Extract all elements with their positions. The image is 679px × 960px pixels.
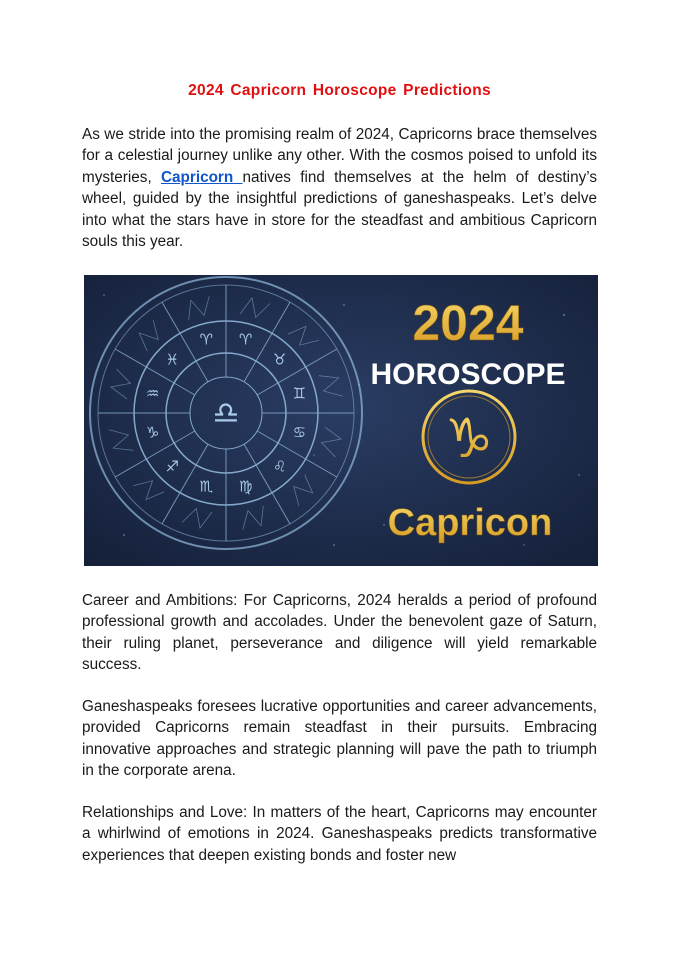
wheel-sign-glyph: ♋ <box>292 423 307 442</box>
banner-heading: HOROSCOPE <box>370 358 566 391</box>
wheel-sign-glyph: ♉ <box>272 350 287 369</box>
wheel-center-glyph: ♎ <box>212 396 240 431</box>
intro-text-before: As we stride into the promising realm of 2024, Capricorns brace themselves for a celestial journey unlike any other. With the cosmos poised to unfold its mysteries, <box>82 126 597 186</box>
relationships-paragraph: Relationships and Love: In matters of the heart, Capricorns may encounter a whirlwind of emotions in 2024. Ganeshaspeaks predicts transformative experiences that deepen existing bonds and foster new <box>82 804 597 864</box>
intro-text-after: natives find themselves at the helm of destiny’s wheel, guided by the insightful predictions of ganeshaspeaks. Let’s delve into what the stars have in store for the steadfast and ambitious Capricorn souls this year. <box>82 168 598 251</box>
wheel-sign-glyph: ♊ <box>292 384 307 403</box>
page-title: 2024 Capricorn Horoscope Predictions <box>188 82 491 99</box>
capricorn-link[interactable]: Capricorn <box>160 168 243 186</box>
capricorn-icon: ♑ <box>444 407 494 470</box>
wheel-sign-glyph: ♈ <box>199 330 214 349</box>
wheel-sign-glyph: ♓ <box>165 350 180 369</box>
banner-year: 2024 <box>412 295 524 351</box>
intro-paragraph <box>82 124 597 252</box>
wheel-sign-glyph: ♑ <box>145 423 160 442</box>
wheel-sign-glyph: ♐ <box>165 457 180 476</box>
banner-sign-name: Capricon <box>387 502 553 544</box>
wheel-sign-glyph: ♈ <box>238 330 253 349</box>
wheel-sign-glyph: ♏ <box>199 477 214 496</box>
wheel-sign-glyph: ♌ <box>272 457 287 476</box>
wheel-sign-glyph: ♒ <box>145 384 160 403</box>
banner-graphic <box>84 275 598 566</box>
wheel-sign-glyph: ♍ <box>238 477 253 496</box>
career-paragraph: Career and Ambitions: For Capricorns, 2024 heralds a period of profound professional growth and accolades. Under the benevolent gaze of Saturn, their ruling planet, perseverance and diligence will yield remarkable success. <box>82 592 597 674</box>
opportunities-paragraph: Ganeshaspeaks foresees lucrative opportunities and career advancements, provided Capricorns remain steadfast in their pursuits. Embracing innovative approaches and strategic planning will pave the path to triumph in the corporate arena. <box>82 698 597 780</box>
horoscope-banner-image <box>84 275 598 566</box>
